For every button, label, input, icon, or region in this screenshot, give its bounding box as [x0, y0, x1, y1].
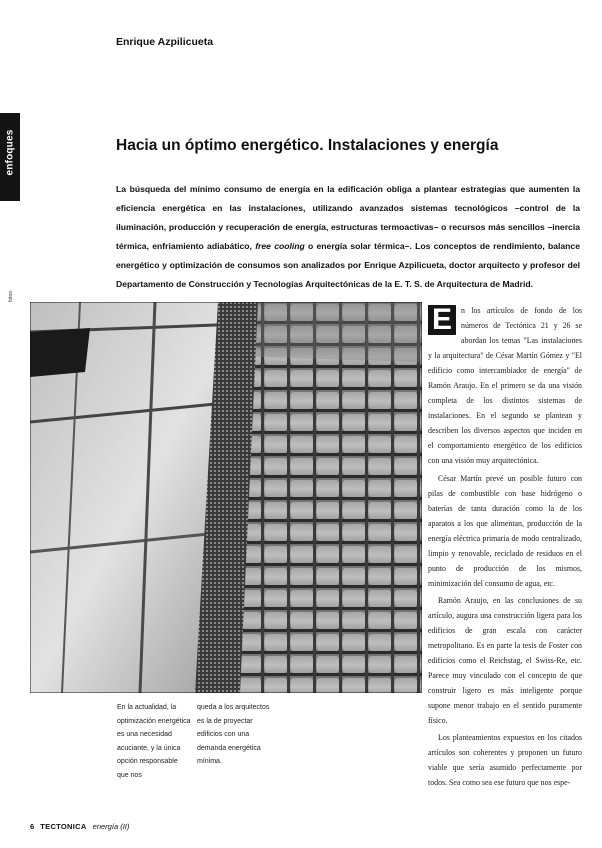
- body-paragraph-4: Los planteamientos expuestos en los citados artículos son coherentes y proponen un futuro viable que sería asumido perfectamente por todos. Sea como sea ese futuro que nos espe-: [428, 733, 582, 788]
- article-body: [428, 303, 582, 793]
- dropcap: E: [428, 305, 456, 335]
- page-number: 6: [30, 822, 35, 831]
- photo-credit: fotos:: [8, 289, 14, 302]
- page-footer: [30, 822, 129, 831]
- article-lead: [116, 180, 580, 294]
- author-name: Enrique Azpilicueta: [116, 36, 214, 48]
- solar-panels-roof-tiles-image: [30, 302, 422, 693]
- body-paragraph-1: [428, 303, 582, 469]
- photo-caption-col2: queda a los arquitectos es la de proyectar edificios con una demanda energética mínima.: [197, 704, 270, 765]
- body-paragraph-2: César Martín prevé un posible futuro con pilas de combustible con base hidrógeno o baterías de tanta duración como la de los aparatos a los que alimentan, producción de la energía eléctrica primaria de modo centralizado, limpio y renovable, reciclado de residuos en el punto de producción de los mismos, minimización del consumo de agua, etc.: [428, 473, 582, 588]
- section-tab-label: enfoques: [4, 129, 16, 176]
- lead-text-2: o energía solar térmica–. Los conceptos de rendimiento, balance energético y optimización de consumos son analizados por Enrique Azpilicueta, doctor arquitecto y profesor del Departamento de Construcción y Tecnologías Arquitectónicas de la E. T. S. de Arquitectura de Madrid.: [116, 241, 580, 289]
- body-paragraph-1-text: n los artículos de fondo de los números de Tectónica 21 y 26 se abordan los temas "Las instalaciones y la arquitectura" de César Martín Gómez y "El edificio como intercambiador de energía" de Ramón Araujo. En el primero se da una visión completa de los distintos sistemas de instalaciones. En el segundo se plantean y describen los diversos aspectos que inciden en el comportamiento energético de los edificios con una visión muy arquitectónica.: [428, 306, 582, 466]
- magazine-name: TECTONICA: [40, 822, 87, 831]
- lead-text-1: La búsqueda del mínimo consumo de energía en la edificación obliga a plantear estrategias que aumenten la eficiencia energética en las instalaciones, utilizando avanzados sistemas tecnológicos –control de la iluminación, producción y recuperación de energía, estructuras termoactivas– o recursos más sencillos –inercia térmica, enfriamiento adiabático,: [116, 184, 580, 251]
- body-paragraph-3: Ramón Araujo, en las conclusiones de su artículo, augura una construcción ligera para los edificios de gran escala con carácter metropolitano. Es en parte la tesis de Foster con edificios como el Reichstag, el Swiss-Re, etc. Parece muy vinculado con el concepto de que construir ligero es más inteligente porque supone menor trabajo en el sentido puramente físico.: [428, 595, 582, 726]
- footer-section: energía (II): [92, 822, 130, 831]
- lead-italic-term: free cooling: [255, 241, 305, 251]
- section-tab: [0, 113, 20, 201]
- article-photo: [30, 302, 422, 693]
- article-title: Hacia un óptimo energético. Instalaciones y energía: [116, 137, 499, 154]
- photo-caption-col1: En la actualidad, la optimización energética es una necesidad acuciante, y la única opción responsable que nos: [117, 704, 191, 779]
